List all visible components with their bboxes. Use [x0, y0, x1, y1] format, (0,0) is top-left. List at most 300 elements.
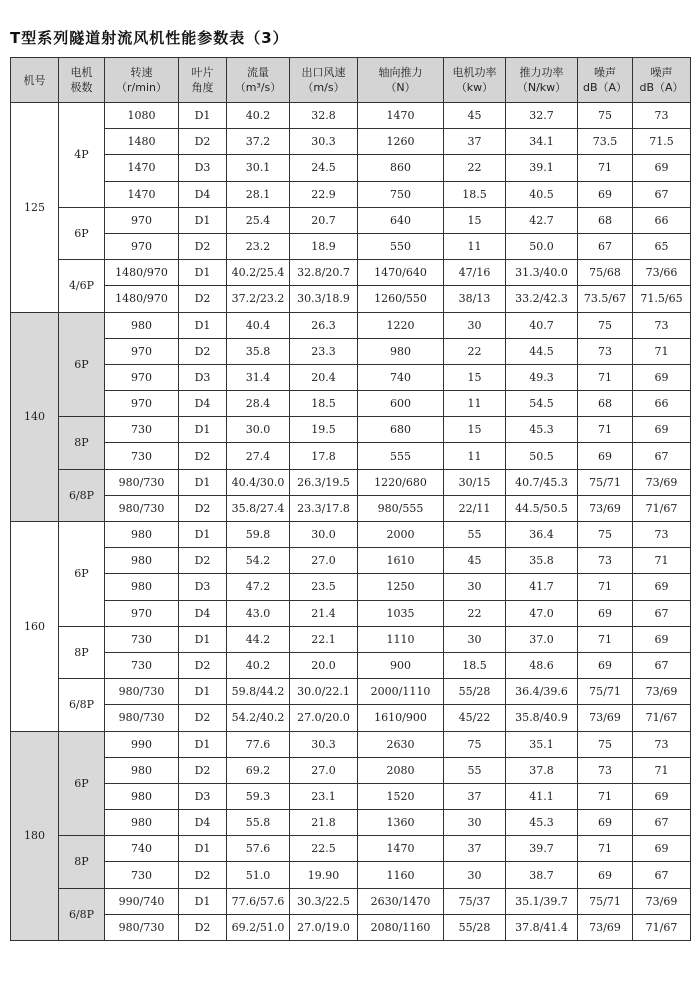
noise-1-cell: 68 [578, 207, 633, 233]
header-speed [105, 58, 179, 103]
outlet-velocity-cell: 30.3/22.5 [290, 888, 358, 914]
outlet-velocity-cell: 20.4 [290, 364, 358, 390]
flow-cell: 77.6/57.6 [227, 888, 290, 914]
blade-angle-cell: D3 [179, 155, 227, 181]
header-line2: dB（A） [639, 81, 684, 94]
blade-angle-cell: D1 [179, 417, 227, 443]
noise-1-cell: 73 [578, 757, 633, 783]
thrust-power-cell: 41.7 [506, 574, 578, 600]
outlet-velocity-cell: 30.3 [290, 129, 358, 155]
speed-cell: 1470 [105, 155, 179, 181]
noise-2-cell: 69 [633, 574, 691, 600]
table-row [11, 836, 691, 862]
outlet-velocity-cell: 30.0/22.1 [290, 679, 358, 705]
outlet-velocity-cell: 27.0/19.0 [290, 914, 358, 940]
thrust-power-cell: 50.5 [506, 443, 578, 469]
speed-cell: 980/730 [105, 914, 179, 940]
noise-2-cell: 71.5/65 [633, 286, 691, 312]
noise-1-cell: 75/71 [578, 679, 633, 705]
thrust-power-cell: 44.5 [506, 338, 578, 364]
table-row [11, 522, 691, 548]
noise-1-cell: 71 [578, 155, 633, 181]
table-row [11, 548, 691, 574]
axial-thrust-cell: 680 [358, 417, 444, 443]
speed-cell: 730 [105, 417, 179, 443]
header-blade-angle [179, 58, 227, 103]
axial-thrust-cell: 860 [358, 155, 444, 181]
table-row [11, 103, 691, 129]
outlet-velocity-cell: 18.9 [290, 233, 358, 259]
table-row [11, 783, 691, 809]
outlet-velocity-cell: 19.5 [290, 417, 358, 443]
speed-cell: 980 [105, 312, 179, 338]
flow-cell: 40.2 [227, 103, 290, 129]
outlet-velocity-cell: 21.4 [290, 600, 358, 626]
blade-angle-cell: D1 [179, 312, 227, 338]
motor-power-cell: 45 [444, 103, 506, 129]
motor-power-cell: 15 [444, 364, 506, 390]
axial-thrust-cell: 640 [358, 207, 444, 233]
noise-1-cell: 69 [578, 181, 633, 207]
header-noise-1 [578, 58, 633, 103]
flow-cell: 51.0 [227, 862, 290, 888]
speed-cell: 1480/970 [105, 286, 179, 312]
noise-1-cell: 75 [578, 522, 633, 548]
table-row [11, 757, 691, 783]
flow-cell: 40.2/25.4 [227, 260, 290, 286]
table-row [11, 312, 691, 338]
thrust-power-cell: 37.0 [506, 626, 578, 652]
motor-poles-cell: 8P [59, 417, 105, 469]
noise-1-cell: 75 [578, 312, 633, 338]
blade-angle-cell: D1 [179, 260, 227, 286]
header-motor-poles [59, 58, 105, 103]
outlet-velocity-cell: 32.8 [290, 103, 358, 129]
motor-power-cell: 30 [444, 312, 506, 338]
noise-2-cell: 66 [633, 207, 691, 233]
blade-angle-cell: D2 [179, 705, 227, 731]
axial-thrust-cell: 2080/1160 [358, 914, 444, 940]
outlet-velocity-cell: 20.0 [290, 652, 358, 678]
speed-cell: 970 [105, 600, 179, 626]
motor-power-cell: 30 [444, 862, 506, 888]
speed-cell: 970 [105, 233, 179, 259]
motor-poles-cell: 6/8P [59, 469, 105, 521]
axial-thrust-cell: 1520 [358, 783, 444, 809]
outlet-velocity-cell: 27.0/20.0 [290, 705, 358, 731]
noise-2-cell: 69 [633, 836, 691, 862]
blade-angle-cell: D3 [179, 364, 227, 390]
header-line2: （kw） [455, 81, 494, 94]
header-line1: 出口风速 [301, 66, 346, 79]
flow-cell: 40.4 [227, 312, 290, 338]
motor-power-cell: 75/37 [444, 888, 506, 914]
machine-number-cell: 140 [11, 312, 59, 522]
thrust-power-cell: 31.3/40.0 [506, 260, 578, 286]
noise-1-cell: 69 [578, 652, 633, 678]
noise-1-cell: 73.5 [578, 129, 633, 155]
thrust-power-cell: 34.1 [506, 129, 578, 155]
machine-number-cell: 180 [11, 731, 59, 941]
header-noise-2 [633, 58, 691, 103]
noise-1-cell: 73 [578, 338, 633, 364]
axial-thrust-cell: 1220 [358, 312, 444, 338]
motor-power-cell: 47/16 [444, 260, 506, 286]
thrust-power-cell: 39.1 [506, 155, 578, 181]
axial-thrust-cell: 1035 [358, 600, 444, 626]
axial-thrust-cell: 1260 [358, 129, 444, 155]
axial-thrust-cell: 740 [358, 364, 444, 390]
header-line1: 噪声 [650, 66, 673, 79]
blade-angle-cell: D1 [179, 679, 227, 705]
axial-thrust-cell: 1250 [358, 574, 444, 600]
thrust-power-cell: 41.1 [506, 783, 578, 809]
speed-cell: 970 [105, 338, 179, 364]
thrust-power-cell: 54.5 [506, 391, 578, 417]
motor-power-cell: 75 [444, 731, 506, 757]
blade-angle-cell: D1 [179, 207, 227, 233]
flow-cell: 43.0 [227, 600, 290, 626]
header-line2: 极数 [70, 81, 93, 94]
flow-cell: 35.8 [227, 338, 290, 364]
speed-cell: 970 [105, 207, 179, 233]
noise-2-cell: 65 [633, 233, 691, 259]
header-line2: （m³/s） [234, 81, 282, 94]
table-row [11, 417, 691, 443]
motor-power-cell: 30 [444, 626, 506, 652]
flow-cell: 28.1 [227, 181, 290, 207]
motor-power-cell: 11 [444, 233, 506, 259]
motor-power-cell: 15 [444, 417, 506, 443]
flow-cell: 47.2 [227, 574, 290, 600]
noise-2-cell: 71/67 [633, 495, 691, 521]
motor-poles-cell: 8P [59, 836, 105, 888]
blade-angle-cell: D4 [179, 810, 227, 836]
noise-1-cell: 71 [578, 626, 633, 652]
blade-angle-cell: D1 [179, 522, 227, 548]
outlet-velocity-cell: 17.8 [290, 443, 358, 469]
flow-cell: 54.2/40.2 [227, 705, 290, 731]
outlet-velocity-cell: 22.5 [290, 836, 358, 862]
motor-power-cell: 15 [444, 207, 506, 233]
axial-thrust-cell: 2000/1110 [358, 679, 444, 705]
noise-1-cell: 75/68 [578, 260, 633, 286]
axial-thrust-cell: 1360 [358, 810, 444, 836]
noise-2-cell: 66 [633, 391, 691, 417]
motor-poles-cell: 6P [59, 312, 105, 417]
outlet-velocity-cell: 27.0 [290, 548, 358, 574]
blade-angle-cell: D4 [179, 600, 227, 626]
thrust-power-cell: 40.5 [506, 181, 578, 207]
noise-2-cell: 73 [633, 312, 691, 338]
table-row [11, 914, 691, 940]
thrust-power-cell: 48.6 [506, 652, 578, 678]
blade-angle-cell: D1 [179, 731, 227, 757]
header-machine-no [11, 58, 59, 103]
noise-1-cell: 69 [578, 862, 633, 888]
noise-1-cell: 71 [578, 364, 633, 390]
table-row [11, 233, 691, 259]
speed-cell: 980 [105, 574, 179, 600]
motor-poles-cell: 6/8P [59, 679, 105, 731]
outlet-velocity-cell: 24.5 [290, 155, 358, 181]
axial-thrust-cell: 1110 [358, 626, 444, 652]
axial-thrust-cell: 555 [358, 443, 444, 469]
table-row [11, 731, 691, 757]
flow-cell: 54.2 [227, 548, 290, 574]
blade-angle-cell: D1 [179, 469, 227, 495]
noise-1-cell: 67 [578, 233, 633, 259]
thrust-power-cell: 45.3 [506, 417, 578, 443]
header-line1: 机号 [23, 73, 46, 87]
noise-1-cell: 69 [578, 443, 633, 469]
thrust-power-cell: 37.8 [506, 757, 578, 783]
table-row [11, 862, 691, 888]
speed-cell: 980 [105, 783, 179, 809]
header-motor-power [444, 58, 506, 103]
header-line1: 电机 [70, 66, 93, 79]
noise-1-cell: 73.5/67 [578, 286, 633, 312]
table-row [11, 810, 691, 836]
thrust-power-cell: 47.0 [506, 600, 578, 626]
noise-2-cell: 67 [633, 862, 691, 888]
speed-cell: 730 [105, 626, 179, 652]
outlet-velocity-cell: 22.1 [290, 626, 358, 652]
thrust-power-cell: 42.7 [506, 207, 578, 233]
blade-angle-cell: D2 [179, 233, 227, 259]
flow-cell: 59.3 [227, 783, 290, 809]
table-row [11, 207, 691, 233]
header-line2: 角度 [191, 81, 214, 94]
motor-power-cell: 22/11 [444, 495, 506, 521]
noise-2-cell: 67 [633, 443, 691, 469]
blade-angle-cell: D1 [179, 888, 227, 914]
axial-thrust-cell: 1470 [358, 836, 444, 862]
header-outlet-velocity [290, 58, 358, 103]
noise-1-cell: 68 [578, 391, 633, 417]
motor-power-cell: 22 [444, 338, 506, 364]
thrust-power-cell: 50.0 [506, 233, 578, 259]
outlet-velocity-cell: 26.3/19.5 [290, 469, 358, 495]
outlet-velocity-cell: 30.0 [290, 522, 358, 548]
blade-angle-cell: D2 [179, 914, 227, 940]
header-line1: 电机功率 [452, 66, 497, 79]
outlet-velocity-cell: 32.8/20.7 [290, 260, 358, 286]
flow-cell: 31.4 [227, 364, 290, 390]
header-line2: （r/min） [116, 81, 167, 94]
thrust-power-cell: 35.8 [506, 548, 578, 574]
motor-power-cell: 55/28 [444, 914, 506, 940]
speed-cell: 980/730 [105, 679, 179, 705]
blade-angle-cell: D2 [179, 862, 227, 888]
speed-cell: 1480 [105, 129, 179, 155]
outlet-velocity-cell: 23.5 [290, 574, 358, 600]
blade-angle-cell: D2 [179, 548, 227, 574]
noise-1-cell: 75 [578, 103, 633, 129]
motor-poles-cell: 8P [59, 626, 105, 678]
motor-power-cell: 18.5 [444, 181, 506, 207]
noise-2-cell: 67 [633, 600, 691, 626]
table-row [11, 155, 691, 181]
motor-power-cell: 37 [444, 836, 506, 862]
speed-cell: 730 [105, 862, 179, 888]
noise-1-cell: 69 [578, 600, 633, 626]
outlet-velocity-cell: 19.90 [290, 862, 358, 888]
flow-cell: 23.2 [227, 233, 290, 259]
table-row [11, 600, 691, 626]
flow-cell: 37.2/23.2 [227, 286, 290, 312]
blade-angle-cell: D4 [179, 391, 227, 417]
noise-2-cell: 71 [633, 757, 691, 783]
outlet-velocity-cell: 21.8 [290, 810, 358, 836]
outlet-velocity-cell: 23.3 [290, 338, 358, 364]
noise-2-cell: 73 [633, 731, 691, 757]
header-line2: （N/kw） [516, 81, 567, 94]
noise-1-cell: 71 [578, 417, 633, 443]
machine-number-cell: 125 [11, 103, 59, 313]
motor-poles-cell: 4/6P [59, 260, 105, 312]
page-title: T型系列隧道射流风机性能参数表（3） [10, 29, 289, 47]
outlet-velocity-cell: 30.3 [290, 731, 358, 757]
header-line1: 叶片 [191, 66, 214, 79]
speed-cell: 980/730 [105, 705, 179, 731]
blade-angle-cell: D1 [179, 103, 227, 129]
thrust-power-cell: 35.8/40.9 [506, 705, 578, 731]
axial-thrust-cell: 1610 [358, 548, 444, 574]
table-body [11, 103, 691, 941]
noise-2-cell: 71 [633, 548, 691, 574]
flow-cell: 55.8 [227, 810, 290, 836]
flow-cell: 59.8/44.2 [227, 679, 290, 705]
blade-angle-cell: D2 [179, 129, 227, 155]
blade-angle-cell: D4 [179, 181, 227, 207]
motor-power-cell: 30 [444, 574, 506, 600]
header-thrust-power [506, 58, 578, 103]
axial-thrust-cell: 1470 [358, 103, 444, 129]
motor-poles-cell: 6/8P [59, 888, 105, 940]
speed-cell: 740 [105, 836, 179, 862]
axial-thrust-cell: 1610/900 [358, 705, 444, 731]
thrust-power-cell: 39.7 [506, 836, 578, 862]
machine-number-cell: 160 [11, 522, 59, 732]
header-line1: 噪声 [594, 66, 616, 79]
flow-cell: 44.2 [227, 626, 290, 652]
blade-angle-cell: D3 [179, 574, 227, 600]
thrust-power-cell: 36.4/39.6 [506, 679, 578, 705]
noise-1-cell: 71 [578, 574, 633, 600]
thrust-power-cell: 33.2/42.3 [506, 286, 578, 312]
motor-power-cell: 38/13 [444, 286, 506, 312]
speed-cell: 1480/970 [105, 260, 179, 286]
axial-thrust-cell: 1220/680 [358, 469, 444, 495]
outlet-velocity-cell: 18.5 [290, 391, 358, 417]
axial-thrust-cell: 2630 [358, 731, 444, 757]
flow-cell: 40.4/30.0 [227, 469, 290, 495]
noise-2-cell: 67 [633, 181, 691, 207]
table-row [11, 495, 691, 521]
header-row [11, 58, 691, 103]
noise-1-cell: 71 [578, 836, 633, 862]
table-row [11, 338, 691, 364]
blade-angle-cell: D2 [179, 338, 227, 364]
speed-cell: 980/730 [105, 469, 179, 495]
motor-power-cell: 45/22 [444, 705, 506, 731]
noise-2-cell: 71 [633, 338, 691, 364]
motor-poles-cell: 6P [59, 731, 105, 836]
motor-power-cell: 30 [444, 810, 506, 836]
speed-cell: 980 [105, 522, 179, 548]
noise-2-cell: 69 [633, 364, 691, 390]
table-row [11, 286, 691, 312]
axial-thrust-cell: 1160 [358, 862, 444, 888]
motor-power-cell: 22 [444, 155, 506, 181]
blade-angle-cell: D3 [179, 783, 227, 809]
thrust-power-cell: 45.3 [506, 810, 578, 836]
axial-thrust-cell: 1260/550 [358, 286, 444, 312]
motor-power-cell: 55 [444, 757, 506, 783]
outlet-velocity-cell: 30.3/18.9 [290, 286, 358, 312]
table-row [11, 626, 691, 652]
blade-angle-cell: D1 [179, 626, 227, 652]
speed-cell: 980 [105, 757, 179, 783]
noise-1-cell: 69 [578, 810, 633, 836]
noise-1-cell: 75/71 [578, 469, 633, 495]
flow-cell: 69.2/51.0 [227, 914, 290, 940]
motor-poles-cell: 6P [59, 522, 105, 627]
motor-power-cell: 11 [444, 443, 506, 469]
blade-angle-cell: D2 [179, 495, 227, 521]
axial-thrust-cell: 900 [358, 652, 444, 678]
blade-angle-cell: D2 [179, 757, 227, 783]
flow-cell: 30.1 [227, 155, 290, 181]
speed-cell: 980 [105, 548, 179, 574]
header-line2: （N） [385, 81, 416, 94]
outlet-velocity-cell: 20.7 [290, 207, 358, 233]
speed-cell: 730 [105, 652, 179, 678]
header-line2: dB（A） [582, 81, 628, 94]
noise-1-cell: 73/69 [578, 495, 633, 521]
motor-poles-cell: 4P [59, 103, 105, 208]
speed-cell: 990 [105, 731, 179, 757]
noise-2-cell: 69 [633, 626, 691, 652]
noise-1-cell: 73 [578, 548, 633, 574]
speed-cell: 980/730 [105, 495, 179, 521]
thrust-power-cell: 32.7 [506, 103, 578, 129]
motor-power-cell: 11 [444, 391, 506, 417]
flow-cell: 28.4 [227, 391, 290, 417]
flow-cell: 57.6 [227, 836, 290, 862]
table-row [11, 260, 691, 286]
motor-poles-cell: 6P [59, 207, 105, 259]
table-row [11, 364, 691, 390]
motor-power-cell: 18.5 [444, 652, 506, 678]
thrust-power-cell: 36.4 [506, 522, 578, 548]
outlet-velocity-cell: 23.3/17.8 [290, 495, 358, 521]
noise-2-cell: 69 [633, 783, 691, 809]
motor-power-cell: 37 [444, 783, 506, 809]
header-line1: 转速 [130, 66, 153, 79]
table-row [11, 888, 691, 914]
speed-cell: 730 [105, 443, 179, 469]
noise-2-cell: 73/69 [633, 469, 691, 495]
blade-angle-cell: D1 [179, 836, 227, 862]
axial-thrust-cell: 550 [358, 233, 444, 259]
noise-1-cell: 73/69 [578, 705, 633, 731]
thrust-power-cell: 40.7 [506, 312, 578, 338]
noise-2-cell: 71/67 [633, 705, 691, 731]
noise-1-cell: 75/71 [578, 888, 633, 914]
table-row [11, 181, 691, 207]
